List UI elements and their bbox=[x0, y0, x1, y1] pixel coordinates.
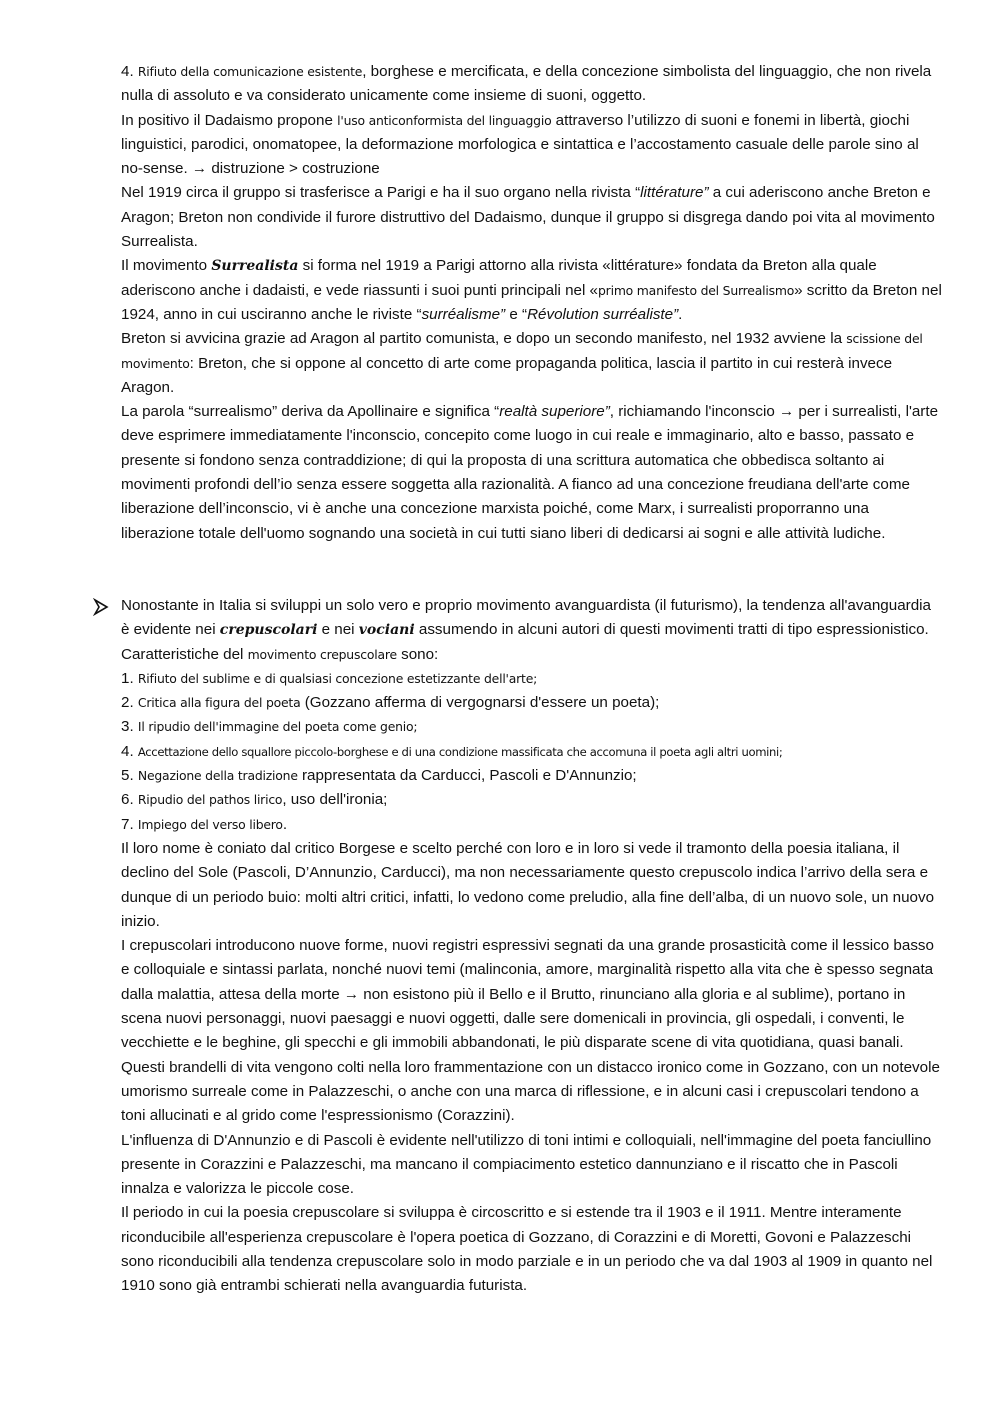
paragraph-text: Caratteristiche del bbox=[121, 645, 248, 663]
list-item bbox=[121, 691, 943, 715]
paragraph-intro bbox=[121, 594, 943, 643]
handwritten-phrase: Ripudio del pathos lirico bbox=[137, 792, 283, 808]
paragraph-text: e nei bbox=[317, 621, 359, 639]
paragraph-fragments: Questi brandelli di vita vengono colti nella loro frammentazione con un distacco ironico come in Gozzano, con un notevole umorismo surreale come in Palazzeschi, o anche con una marca di riflessione, e in alcuni casi i crepuscolari tendono a toni allucinati e al grido come l'espressionismo (Corazzini). bbox=[121, 1058, 940, 1125]
paragraph-text: Breton si avvicina grazie ad Aragon al partito comunista, e dopo un secondo manifesto, nel 1932 avviene la bbox=[121, 330, 847, 348]
paragraph-text: rappresentata da Carducci, Pascoli e D'Annunzio; bbox=[297, 767, 637, 785]
list-item bbox=[121, 667, 943, 691]
paragraph-new-forms: I crepuscolari introducono nuove forme, nuovi registri espressivi segnati da una grande prosasticità come il lessico basso e colloquiale e sintassi parlata, nonché nuovi temi (malinconia, amore, marginalità rispetto alla vita che è spesso segnata dalla malattia, attesa della morte → non esistono più il Bello e il Brutto, rinunciano alla gloria e al sublime), portano in scena nuovi personaggi, nuovi paesaggi e nuovi oggetti, dalle sere domenicali in provincia, gli ospedali, i conventi, le vecchiette e le beghine, gli specchi e gli immobili abbandonati, le più disparate scene di vita quotidiana, quasi banali. bbox=[121, 937, 934, 1052]
paragraph-text: . bbox=[678, 305, 683, 323]
paragraph-paris bbox=[121, 181, 943, 254]
list-number: 2. bbox=[121, 694, 138, 712]
handwritten-phrase: primo manifesto del Surrealismo bbox=[598, 282, 795, 298]
paragraph-text: e “ bbox=[505, 305, 528, 323]
brush-lettered-word: Surrealista bbox=[211, 258, 299, 275]
arrow-bullet-icon bbox=[93, 598, 109, 616]
paragraph-text: , uso dell'ironia; bbox=[282, 791, 388, 809]
paragraph-text: Nel 1919 circa il gruppo si trasferisce a Parigi e ha il suo organo nella rivista “ bbox=[121, 184, 641, 202]
paragraph-text: attraverso l’utilizzo di suoni e fonemi in libertà, giochi linguistici, parodici, onomatopee, la deformazione morfologica e sintattica e l’accostamento casuale delle parole sino al no-sense. → distruzione > costruzione bbox=[121, 111, 919, 178]
paragraph-surrealism-origin bbox=[121, 254, 943, 327]
handwritten-phrase: Rifiuto della comunicazione esistente bbox=[137, 64, 363, 79]
paragraph-text: : Breton, che si oppone al concetto di arte come propaganda politica, lascia il partito in cui resterà invece Aragon. bbox=[121, 354, 893, 396]
paragraph-text: a cui aderiscono anche Breton e Aragon; Breton non condivide il furore distruttivo del Dadaismo, dunque il gruppo si disgrega dando poi vita al movimento Surrealista. bbox=[121, 184, 935, 251]
section-dada-surrealism bbox=[121, 60, 943, 546]
paragraph-surrealism-meaning bbox=[121, 400, 943, 546]
handwritten-phrase: Il ripudio dell'immagine del poeta come genio; bbox=[137, 719, 418, 735]
handwritten-phrase: scissione del movimento bbox=[121, 331, 923, 371]
list-number: 4. bbox=[121, 63, 138, 80]
handwritten-phrase: Critica alla figura del poeta bbox=[137, 695, 301, 711]
paragraph-name-origin: Il loro nome è coniato dal critico Borgese e scelto perché con loro e in loro si vede il tramonto della poesia italiana, il declino del Sole (Pascoli, D’Annunzio, Carducci), ma non necessariamente questo crepuscolo indica l’arrivo della sera e dunque di un periodo buio: molti altri critici, infatti, lo vedono come preludio, alla fine dell’alba, di un nuovo sole, un nuovo inizio. bbox=[121, 839, 935, 930]
paragraph-influence: L'influenza di D'Annunzio e di Pascoli è evidente nell'utilizzo di toni intimi e colloquiali, nell'immagine del poeta fanciullino presente in Corazzini e Palazzeschi, ma mancano il compiacimento estetico dannunziano e il riscatto che in Pascoli innalza e valorizza le piccole cose. bbox=[121, 1131, 932, 1198]
paragraph-text: . bbox=[282, 815, 288, 833]
brush-lettered-word: crepuscolari bbox=[219, 622, 318, 639]
paragraph-text: , borghese e mercificata, e della concezione simbolista del linguaggio, che non rivela nulla di assoluto e va considerato unicamente come insieme di suoni, oggetto. bbox=[121, 63, 932, 105]
paragraph-dada-rejection bbox=[121, 60, 943, 109]
paragraph-text: » scritto da Breton nel 1924, anno in cui usciranno anche le riviste “ bbox=[121, 281, 942, 323]
handwritten-phrase: Negazione della tradizione bbox=[137, 768, 298, 784]
handwritten-phrase: Rifiuto del sublime e di qualsiasi concezione estetizzante dell'arte; bbox=[137, 670, 538, 686]
paragraph-text: Il movimento bbox=[121, 257, 212, 275]
list-item bbox=[121, 788, 943, 812]
list-number: 3. bbox=[121, 718, 138, 736]
list-number: 4. bbox=[121, 742, 138, 760]
list-number: 1. bbox=[121, 669, 138, 687]
list-number: 7. bbox=[121, 815, 138, 833]
paragraph-period: Il periodo in cui la poesia crepuscolare si sviluppa è circoscritto e si estende tra il 1903 e il 1911. Mentre interamente riconducibile all'esperienza crepuscolare è l'opera poetica di Gozzano, di Corazzini e di Moretti, Govoni e Palazzeschi sono riconducibili alla tendenza crepuscolare solo in modo parziale e in un periodo che va dal 1903 al 1909 in quanto nel 1910 sono già entrambi schierati nella avanguardia futurista. bbox=[121, 1204, 933, 1295]
paragraph-text: , richiamando l'inconscio → per i surrealisti, l'arte deve esprimere immediatamente l'inconscio, concepito come luogo in cui reale e immaginario, alto e basso, passato e presente si fondono senza contraddizione; di qui la proposta di una scrittura automatica che obbedisca soltanto ai movimenti profondi dell’io senza essere soggetta alla razionalità. A fianco ad una concezione freudiana dell'arte come liberazione dell’inconscio, vi è anche una concezione marxista poiché, come Marx, i surrealisti proporranno una liberazione totale dell'uomo sognando una società in cui tutti siano liberi di dedicarsi ai sogni e alle attività ludiche. bbox=[121, 403, 939, 542]
list-item bbox=[121, 813, 943, 837]
paragraph-text: assumendo in alcuni autori di questi movimenti tratti di tipo espressionistico. bbox=[414, 621, 929, 639]
paragraph-text: In positivo il Dadaismo propone bbox=[121, 111, 338, 129]
characteristics-heading bbox=[121, 643, 943, 667]
handwritten-phrase: l'uso anticonformista del linguaggio bbox=[337, 112, 552, 128]
handwritten-phrase: movimento crepuscolare bbox=[247, 646, 397, 662]
list-number: 6. bbox=[121, 791, 138, 809]
paragraph-text: si forma nel 1919 a Parigi attorno alla rivista «littérature» fondata da Breton alla quale aderiscono anche i dadaisti, e vede riassunti i suoi punti principali nel « bbox=[121, 257, 877, 299]
paragraph-text: Nonostante in Italia si sviluppi un solo vero e proprio movimento avanguardista (il futurismo), la tendenza all'avanguardia è evidente nei bbox=[121, 597, 931, 639]
list-number: 5. bbox=[121, 767, 138, 785]
handwritten-phrase: Impiego del verso libero bbox=[137, 816, 283, 832]
handwritten-phrase: Accettazione dello squallore piccolo-borghese e di una condizione massificata che accomuna il poeta agli altri uomini; bbox=[137, 744, 783, 759]
paragraph-text: (Gozzano afferma di vergognarsi d'essere un poeta); bbox=[300, 694, 660, 712]
list-item bbox=[121, 740, 943, 764]
paragraph-scission bbox=[121, 327, 943, 400]
italic-title: surréalisme” bbox=[421, 305, 506, 323]
list-item bbox=[121, 715, 943, 739]
italic-phrase: realtà superiore” bbox=[499, 403, 610, 421]
list-item bbox=[121, 764, 943, 788]
italic-title: littérature” bbox=[640, 184, 709, 202]
paragraph-dada-language bbox=[121, 109, 943, 182]
paragraph-text: La parola “surrealismo” deriva da Apollinaire e significa “ bbox=[121, 403, 500, 421]
italic-title: Révolution surréaliste” bbox=[527, 305, 679, 323]
section-crepuscolari bbox=[121, 594, 943, 1299]
paragraph-text: sono: bbox=[396, 645, 439, 663]
brush-lettered-word: vociani bbox=[358, 622, 415, 639]
